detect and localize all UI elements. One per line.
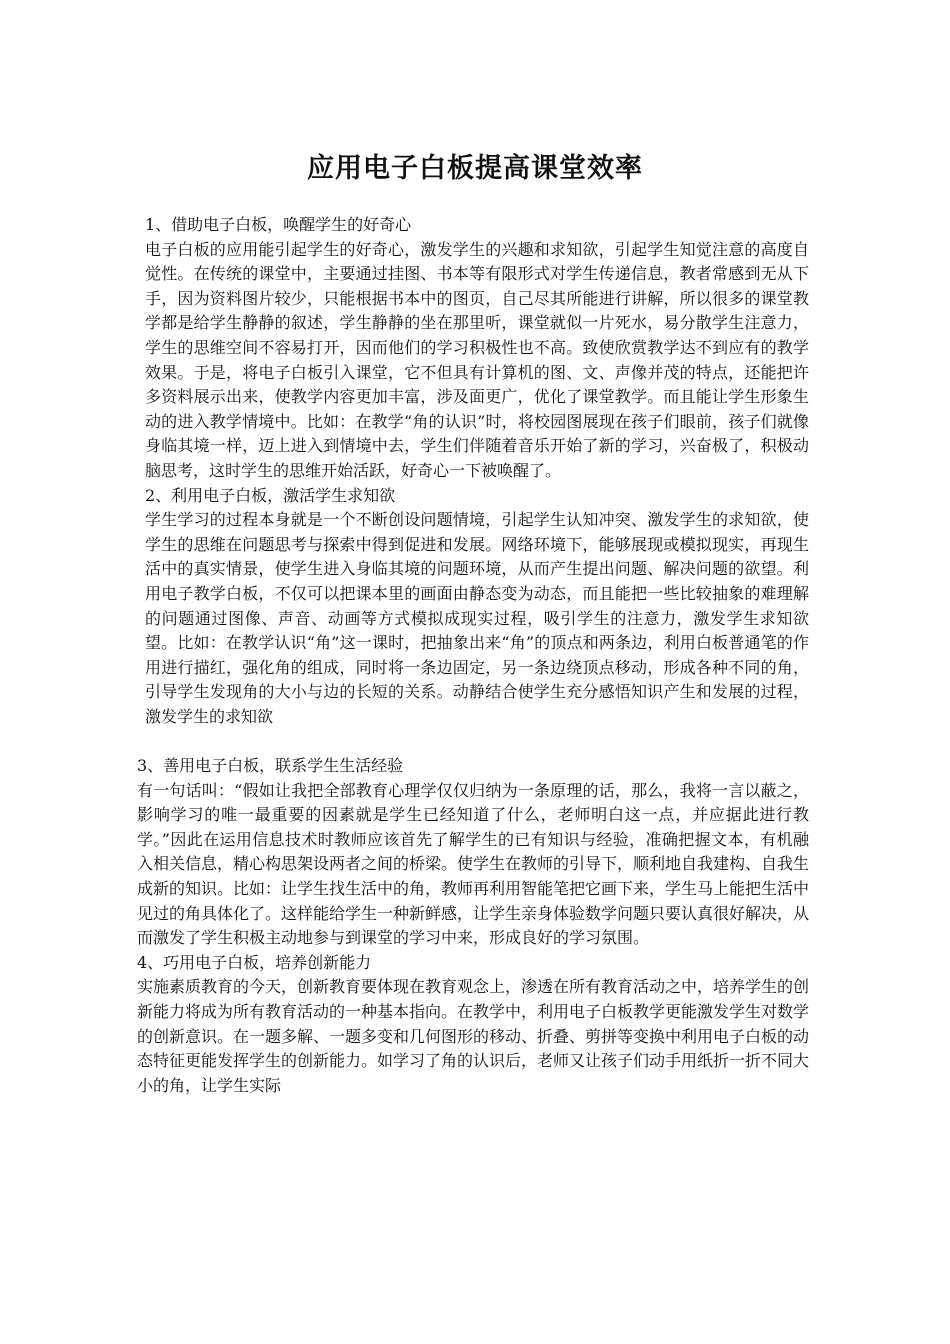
section-4-heading: 4、巧用电子白板，培养创新能力 xyxy=(137,952,372,972)
section-1-heading: 1、借助电子白板，唤醒学生的好奇心 xyxy=(145,215,412,234)
section-1-paragraph: 电子白板的应用能引起学生的好奇心，激发学生的兴趣和求知欲，引起学生知觉注意的高度自觉性。在传统的课堂中，主要通过挂图、书本等有限形式对学生传递信息，教者常感到无从下手，因为资料图片较少，只能根据书本中的图页，自己尽其所能进行讲解，所以很多的课堂教学都是给学生静静的叙述，学生静静的坐在那里听，课堂就似一片死水，易分散学生注意力，学生的思维空间不容易打开，因而他们的学习积极性也不高。致使欣赏教学达不到应有的教学效果。于是，将电子白板引入课堂，它不但具有计算机的图、文、声像并茂的特点，还能把许多资料展示出来，使教学内容更加丰富，涉及面更广，优化了课堂教学。而且能让学生形象生动的进入教学情境中。比如：在教学“角的认识”时，将校园图展现在孩子们眼前，孩子们就像身临其境一样，迈上进入到情境中去，学生们伴随着音乐开始了新的学习，兴奋极了，积极动脑思考，这时学生的思维开始活跃，好奇心一下被唤醒了。 xyxy=(145,239,809,480)
section-2-heading: 2、利用电子白板，激活学生求知欲 xyxy=(145,485,396,505)
section-4-paragraph: 实施素质教育的今天，创新教育要体现在教育观念上，渗透在所有教育活动之中，培养学生的创新能力将成为所有教育活动的一种基本指向。在教学中，利用电子白板教学更能激发学生对数学的创新意识。在一题多解、一题多变和几何图形的移动、折叠、剪拼等变换中利用电子白板的动态特征更能发挥学生的创新能力。如学习了角的认识后，老师又让孩子们动手用纸折一折不同大小的角，让学生实际 xyxy=(137,977,810,1095)
document-body xyxy=(137,213,809,1098)
section-3-paragraph: 有一句话叫：“假如让我把全部教育心理学仅仅归纳为一条原理的话，那么，我将一言以蔽之，影响学习的唯一最重要的因素就是学生已经知道了什么，老师明白这一点，并应据此进行教学。”因此在运用信息技术时教师应该首先了解学生的已有知识与经验，准确把握文本，有机融入相关信息，精心构思架设两者之间的桥梁。使学生在教师的引导下，顺利地自我建构、自我生成新的知识。比如：让学生找生活中的角，教师再利用智能笔把它画下来，学生马上能把生活中见过的角具体化了。这样能给学生一种新鲜感，让学生亲身体验数学问题只要认真很好解决，从而激发了学生积极主动地参与到课堂的学习中来，形成良好的学习氛围。 xyxy=(137,780,810,948)
section-2-paragraph: 学生学习的过程本身就是一个不断创设问题情境，引起学生认知冲突、激发学生的求知欲，使学生的思维在问题思考与探索中得到促进和发展。网络环境下，能够展现或模拟现实，再现生活中的真实情景，使学生进入身临其境的问题环境，从而产生提出问题、解决问题的欲望。利用电子教学白板，不仅可以把课本里的画面由静态变为动态，而且能把一些比较抽象的难理解的问题通过图像、声音、动画等方式模拟成现实过程，吸引学生的注意力，激发学生求知欲望。比如：在教学认识“角”这一课时，把抽象出来“角”的顶点和两条边，利用白板普通笔的作用进行描红，强化角的组成，同时将一条边固定，另一条边绕顶点移动，形成各种不同的角，引导学生发现角的大小与边的长短的关系。动静结合使学生充分感悟知识产生和发展的过程，激发学生的求知欲 xyxy=(145,510,809,726)
document-title: 应用电子白板提高课堂效率 xyxy=(307,153,643,184)
paragraph-spacer xyxy=(137,729,809,754)
section-3-heading: 3、善用电子白板，联系学生生活经验 xyxy=(137,756,404,776)
